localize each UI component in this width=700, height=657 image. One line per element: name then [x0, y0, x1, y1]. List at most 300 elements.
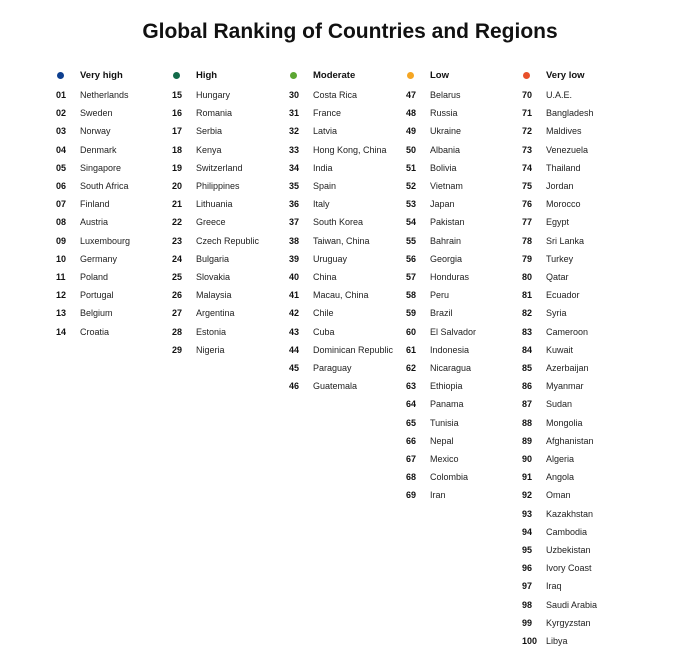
rank-number: 50: [406, 144, 417, 155]
country-name: Uruguay: [313, 253, 348, 264]
rank-number: 39: [289, 253, 300, 264]
ranking-row: [522, 470, 640, 484]
country-name: Nepal: [430, 435, 454, 446]
rank-number: 14: [56, 326, 67, 337]
country-name: Azerbaijan: [546, 363, 589, 374]
tier-header: [522, 68, 640, 82]
ranking-row: [56, 106, 174, 120]
ranking-row: [406, 106, 524, 120]
country-name: U.A.E.: [546, 90, 573, 100]
country-name: Kenya: [196, 144, 222, 155]
rank-number: 15: [172, 90, 183, 100]
ranking-row: [289, 306, 407, 320]
country-name: Russia: [430, 108, 458, 119]
rank-number: 87: [522, 399, 533, 410]
country-name: Bahrain: [430, 235, 462, 246]
rank-number: 75: [522, 181, 533, 192]
country-name: Maldives: [546, 126, 582, 137]
country-name: Mongolia: [546, 417, 583, 428]
country-name: Philippines: [196, 181, 240, 192]
tier-dot-icon: [173, 72, 180, 79]
rank-number: 90: [522, 454, 533, 465]
rank-number: 60: [406, 326, 417, 337]
ranking-row: [289, 197, 407, 211]
ranking-row: [522, 161, 640, 175]
tier-column-low: [406, 68, 524, 503]
tier-header: [289, 68, 407, 82]
country-name: Ivory Coast: [546, 563, 592, 574]
ranking-row: [522, 234, 640, 248]
country-name: Italy: [313, 199, 330, 210]
rank-number: 43: [289, 326, 300, 337]
rank-number: 91: [522, 472, 533, 483]
ranking-row: [56, 215, 174, 229]
ranking-row: [406, 379, 524, 393]
rank-number: 53: [406, 199, 417, 210]
rank-number: 93: [522, 508, 533, 519]
rank-number: 100: [522, 636, 538, 647]
country-name: Ecuador: [546, 290, 580, 301]
rank-number: 62: [406, 363, 417, 374]
ranking-row: [172, 215, 290, 229]
rank-number: 82: [522, 308, 533, 319]
rank-number: 74: [522, 162, 533, 173]
country-name: Algeria: [546, 454, 575, 465]
rank-number: 17: [172, 126, 183, 137]
rank-number: 83: [522, 326, 533, 337]
country-name: Thailand: [546, 162, 581, 173]
rank-number: 18: [172, 144, 183, 155]
rank-number: 04: [56, 144, 67, 155]
ranking-row: [522, 215, 640, 229]
tier-dot-icon: [290, 72, 297, 79]
ranking-row: [289, 161, 407, 175]
country-name: Albania: [430, 144, 461, 155]
rank-number: 85: [522, 363, 533, 374]
rank-number: 41: [289, 290, 300, 301]
ranking-row: [56, 124, 174, 138]
country-name: Estonia: [196, 326, 227, 337]
country-name: Uzbekistan: [546, 545, 591, 556]
ranking-row: [172, 197, 290, 211]
ranking-row: [406, 306, 524, 320]
ranking-row: [56, 306, 174, 320]
rank-number: 33: [289, 144, 300, 155]
country-name: Ethiopia: [430, 381, 463, 392]
ranking-row: [172, 306, 290, 320]
country-name: Slovakia: [196, 272, 231, 283]
country-name: Sweden: [80, 108, 113, 119]
rank-number: 13: [56, 308, 67, 319]
rank-number: 12: [56, 290, 67, 301]
country-name: Cuba: [313, 326, 335, 337]
ranking-row: [289, 288, 407, 302]
country-name: Hungary: [196, 90, 231, 100]
ranking-row: [172, 252, 290, 266]
ranking-row: [56, 179, 174, 193]
rank-number: 38: [289, 235, 300, 246]
rank-number: 71: [522, 108, 533, 119]
ranking-row: [522, 288, 640, 302]
rank-number: 35: [289, 181, 300, 192]
ranking-row: [522, 379, 640, 393]
ranking-row: [172, 343, 290, 357]
rank-number: 47: [406, 90, 417, 100]
country-name: Vietnam: [430, 181, 463, 192]
ranking-row: [56, 143, 174, 157]
ranking-row: [406, 361, 524, 375]
rank-number: 81: [522, 290, 533, 301]
rank-number: 69: [406, 490, 417, 501]
country-name: Bulgaria: [196, 253, 230, 264]
ranking-row: [522, 179, 640, 193]
country-name: Malaysia: [196, 290, 232, 301]
rank-number: 94: [522, 526, 533, 537]
rank-number: 16: [172, 108, 183, 119]
ranking-row: [522, 106, 640, 120]
rank-number: 55: [406, 235, 417, 246]
rank-number: 52: [406, 181, 417, 192]
country-name: Morocco: [546, 199, 581, 210]
ranking-row: [172, 325, 290, 339]
ranking-row: [406, 434, 524, 448]
country-name: Cameroon: [546, 326, 589, 337]
ranking-row: [406, 143, 524, 157]
country-name: Egypt: [546, 217, 570, 228]
ranking-row: [289, 124, 407, 138]
rank-number: 08: [56, 217, 67, 228]
country-name: Libya: [546, 636, 568, 647]
rank-number: 05: [56, 162, 67, 173]
country-name: Costa Rica: [313, 90, 358, 100]
rank-number: 92: [522, 490, 533, 501]
country-name: Pakistan: [430, 217, 465, 228]
country-name: Netherlands: [80, 90, 129, 100]
ranking-row: [289, 88, 407, 102]
country-name: Finland: [80, 199, 110, 210]
ranking-row: [406, 270, 524, 284]
country-name: Brazil: [430, 308, 453, 319]
country-name: China: [313, 272, 337, 283]
ranking-row: [289, 325, 407, 339]
ranking-row: [522, 270, 640, 284]
ranking-row: [522, 434, 640, 448]
country-name: Myanmar: [546, 381, 584, 392]
country-name: Kyrgyzstan: [546, 617, 591, 628]
rank-number: 11: [56, 272, 66, 283]
rank-number: 95: [522, 545, 533, 556]
ranking-row: [289, 179, 407, 193]
rank-number: 58: [406, 290, 417, 301]
ranking-row: [522, 543, 640, 557]
ranking-row: [56, 288, 174, 302]
country-name: Nigeria: [196, 344, 225, 355]
country-name: Kazakhstan: [546, 508, 594, 519]
tier-header: [406, 68, 524, 82]
rank-number: 09: [56, 235, 67, 246]
rank-number: 42: [289, 308, 300, 319]
rank-number: 61: [406, 344, 417, 355]
rank-number: 89: [522, 435, 533, 446]
country-name: Qatar: [546, 272, 569, 283]
ranking-row: [522, 361, 640, 375]
ranking-row: [522, 325, 640, 339]
tier-dot-icon: [57, 72, 64, 79]
country-name: Cambodia: [546, 526, 588, 537]
ranking-row: [406, 88, 524, 102]
country-name: Colombia: [430, 472, 469, 483]
ranking-row: [289, 234, 407, 248]
country-name: Paraguay: [313, 363, 352, 374]
ranking-row: [406, 179, 524, 193]
country-name: Iran: [430, 490, 446, 501]
tier-column-high: [172, 68, 290, 357]
country-name: Romania: [196, 108, 233, 119]
rank-number: 37: [289, 217, 300, 228]
rank-number: 70: [522, 90, 533, 100]
country-name: Dominican Republic: [313, 344, 394, 355]
ranking-row: [289, 361, 407, 375]
rank-number: 21: [172, 199, 183, 210]
country-name: Austria: [80, 217, 109, 228]
country-name: Lithuania: [196, 199, 233, 210]
country-name: Afghanistan: [546, 435, 594, 446]
ranking-row: [172, 270, 290, 284]
rank-number: 56: [406, 253, 417, 264]
country-name: Czech Republic: [196, 235, 260, 246]
ranking-row: [522, 397, 640, 411]
rank-number: 23: [172, 235, 183, 246]
ranking-row: [522, 124, 640, 138]
country-name: Saudi Arabia: [546, 599, 598, 610]
country-name: Jordan: [546, 181, 574, 192]
tier-label: Very high: [80, 69, 123, 81]
ranking-row: [172, 106, 290, 120]
ranking-row: [522, 252, 640, 266]
rank-number: 06: [56, 181, 67, 192]
ranking-row: [522, 561, 640, 575]
rank-number: 97: [522, 581, 533, 592]
rank-number: 20: [172, 181, 183, 192]
country-name: Syria: [546, 308, 567, 319]
ranking-row: [406, 325, 524, 339]
rank-number: 63: [406, 381, 417, 392]
country-name: Georgia: [430, 253, 463, 264]
ranking-row: [172, 161, 290, 175]
tier-dot-icon: [407, 72, 414, 79]
country-name: France: [313, 108, 342, 119]
rank-number: 02: [56, 108, 67, 119]
ranking-row: [522, 197, 640, 211]
rank-number: 78: [522, 235, 533, 246]
tier-header: [172, 68, 290, 82]
ranking-row: [289, 343, 407, 357]
rank-number: 07: [56, 199, 67, 210]
country-name: Tunisia: [430, 417, 459, 428]
rank-number: 22: [172, 217, 183, 228]
country-name: Angola: [546, 472, 575, 483]
country-name: Japan: [430, 199, 455, 210]
country-name: Belarus: [430, 90, 461, 100]
ranking-row: [406, 470, 524, 484]
rank-number: 36: [289, 199, 300, 210]
ranking-row: [406, 215, 524, 229]
ranking-row: [522, 343, 640, 357]
rank-number: 03: [56, 126, 67, 137]
rank-number: 54: [406, 217, 417, 228]
country-name: Venezuela: [546, 144, 589, 155]
country-name: Iraq: [546, 581, 562, 592]
ranking-row: [56, 270, 174, 284]
country-name: Norway: [80, 126, 111, 137]
rank-number: 10: [56, 253, 67, 264]
country-name: Panama: [430, 399, 464, 410]
tier-label: Moderate: [313, 69, 356, 81]
rank-number: 68: [406, 472, 417, 483]
ranking-row: [406, 397, 524, 411]
tier-label: Low: [430, 69, 449, 81]
ranking-row: [522, 306, 640, 320]
ranking-row: [522, 616, 640, 630]
country-name: Switzerland: [196, 162, 243, 173]
country-name: India: [313, 162, 333, 173]
country-name: Croatia: [80, 326, 110, 337]
country-name: South Korea: [313, 217, 364, 228]
tier-column-very-low: [522, 68, 640, 648]
rank-number: 27: [172, 308, 183, 319]
rank-number: 79: [522, 253, 533, 264]
rank-number: 96: [522, 563, 533, 574]
ranking-row: [56, 161, 174, 175]
ranking-row: [522, 452, 640, 466]
rank-number: 57: [406, 272, 417, 283]
rank-number: 32: [289, 126, 300, 137]
country-name: Honduras: [430, 272, 470, 283]
country-name: Argentina: [196, 308, 235, 319]
ranking-row: [522, 88, 640, 102]
rank-number: 67: [406, 454, 417, 465]
rank-number: 48: [406, 108, 417, 119]
rank-number: 59: [406, 308, 417, 319]
ranking-row: [522, 143, 640, 157]
rank-number: 45: [289, 363, 300, 374]
ranking-row: [56, 252, 174, 266]
country-name: Kuwait: [546, 344, 574, 355]
ranking-row: [522, 488, 640, 502]
country-name: Taiwan, China: [313, 235, 370, 246]
rank-number: 80: [522, 272, 533, 283]
rank-number: 19: [172, 162, 183, 173]
ranking-row: [172, 88, 290, 102]
ranking-row: [406, 343, 524, 357]
ranking-row: [406, 124, 524, 138]
rank-number: 25: [172, 272, 183, 283]
country-name: South Africa: [80, 181, 129, 192]
rank-number: 65: [406, 417, 417, 428]
country-name: Sudan: [546, 399, 573, 410]
ranking-row: [289, 106, 407, 120]
rank-number: 84: [522, 344, 533, 355]
country-name: Germany: [80, 253, 118, 264]
ranking-row: [289, 143, 407, 157]
ranking-row: [56, 88, 174, 102]
tier-column-moderate: [289, 68, 407, 393]
country-name: Indonesia: [430, 344, 470, 355]
rank-number: 98: [522, 599, 533, 610]
rank-number: 73: [522, 144, 533, 155]
ranking-row: [522, 525, 640, 539]
country-name: Spain: [313, 181, 337, 192]
country-name: Latvia: [313, 126, 338, 137]
ranking-row: [406, 252, 524, 266]
rank-number: 44: [289, 344, 300, 355]
ranking-row: [172, 143, 290, 157]
rank-number: 72: [522, 126, 533, 137]
rank-number: 46: [289, 381, 300, 392]
rank-number: 64: [406, 399, 417, 410]
rank-number: 77: [522, 217, 533, 228]
tier-dot-icon: [523, 72, 530, 79]
country-name: Poland: [80, 272, 109, 283]
country-name: Mexico: [430, 454, 459, 465]
ranking-row: [289, 252, 407, 266]
ranking-row: [522, 598, 640, 612]
rank-number: 66: [406, 435, 417, 446]
rank-number: 28: [172, 326, 183, 337]
country-name: Ukraine: [430, 126, 462, 137]
rank-number: 01: [56, 90, 67, 100]
ranking-row: [522, 634, 640, 648]
rank-number: 76: [522, 199, 533, 210]
rank-number: 49: [406, 126, 417, 137]
rank-number: 40: [289, 272, 300, 283]
ranking-row: [406, 452, 524, 466]
tier-label: High: [196, 69, 218, 81]
ranking-row: [522, 579, 640, 593]
ranking-row: [406, 161, 524, 175]
country-name: Greece: [196, 217, 226, 228]
ranking-row: [289, 215, 407, 229]
rank-number: 26: [172, 290, 183, 301]
rank-number: 30: [289, 90, 300, 100]
country-name: Guatemala: [313, 381, 358, 392]
tier-column-very-high: [56, 68, 174, 339]
country-name: Chile: [313, 308, 334, 319]
country-name: Macau, China: [313, 290, 369, 301]
country-name: Bolivia: [430, 162, 457, 173]
page-title: Global Ranking of Countries and Regions: [142, 20, 558, 43]
country-name: Denmark: [80, 144, 117, 155]
rank-number: 34: [289, 162, 300, 173]
tier-label: Very low: [546, 69, 585, 81]
country-name: Sri Lanka: [546, 235, 585, 246]
ranking-row: [56, 197, 174, 211]
ranking-row: [406, 234, 524, 248]
ranking-row: [406, 416, 524, 430]
country-name: Oman: [546, 490, 571, 501]
ranking-row: [289, 379, 407, 393]
rank-number: 86: [522, 381, 533, 392]
ranking-row: [522, 416, 640, 430]
ranking-row: [406, 197, 524, 211]
ranking-row: [172, 288, 290, 302]
ranking-row: [56, 234, 174, 248]
country-name: Bangladesh: [546, 108, 594, 119]
country-name: Peru: [430, 290, 450, 301]
ranking-row: [172, 234, 290, 248]
rank-number: 24: [172, 253, 183, 264]
ranking-row: [406, 288, 524, 302]
